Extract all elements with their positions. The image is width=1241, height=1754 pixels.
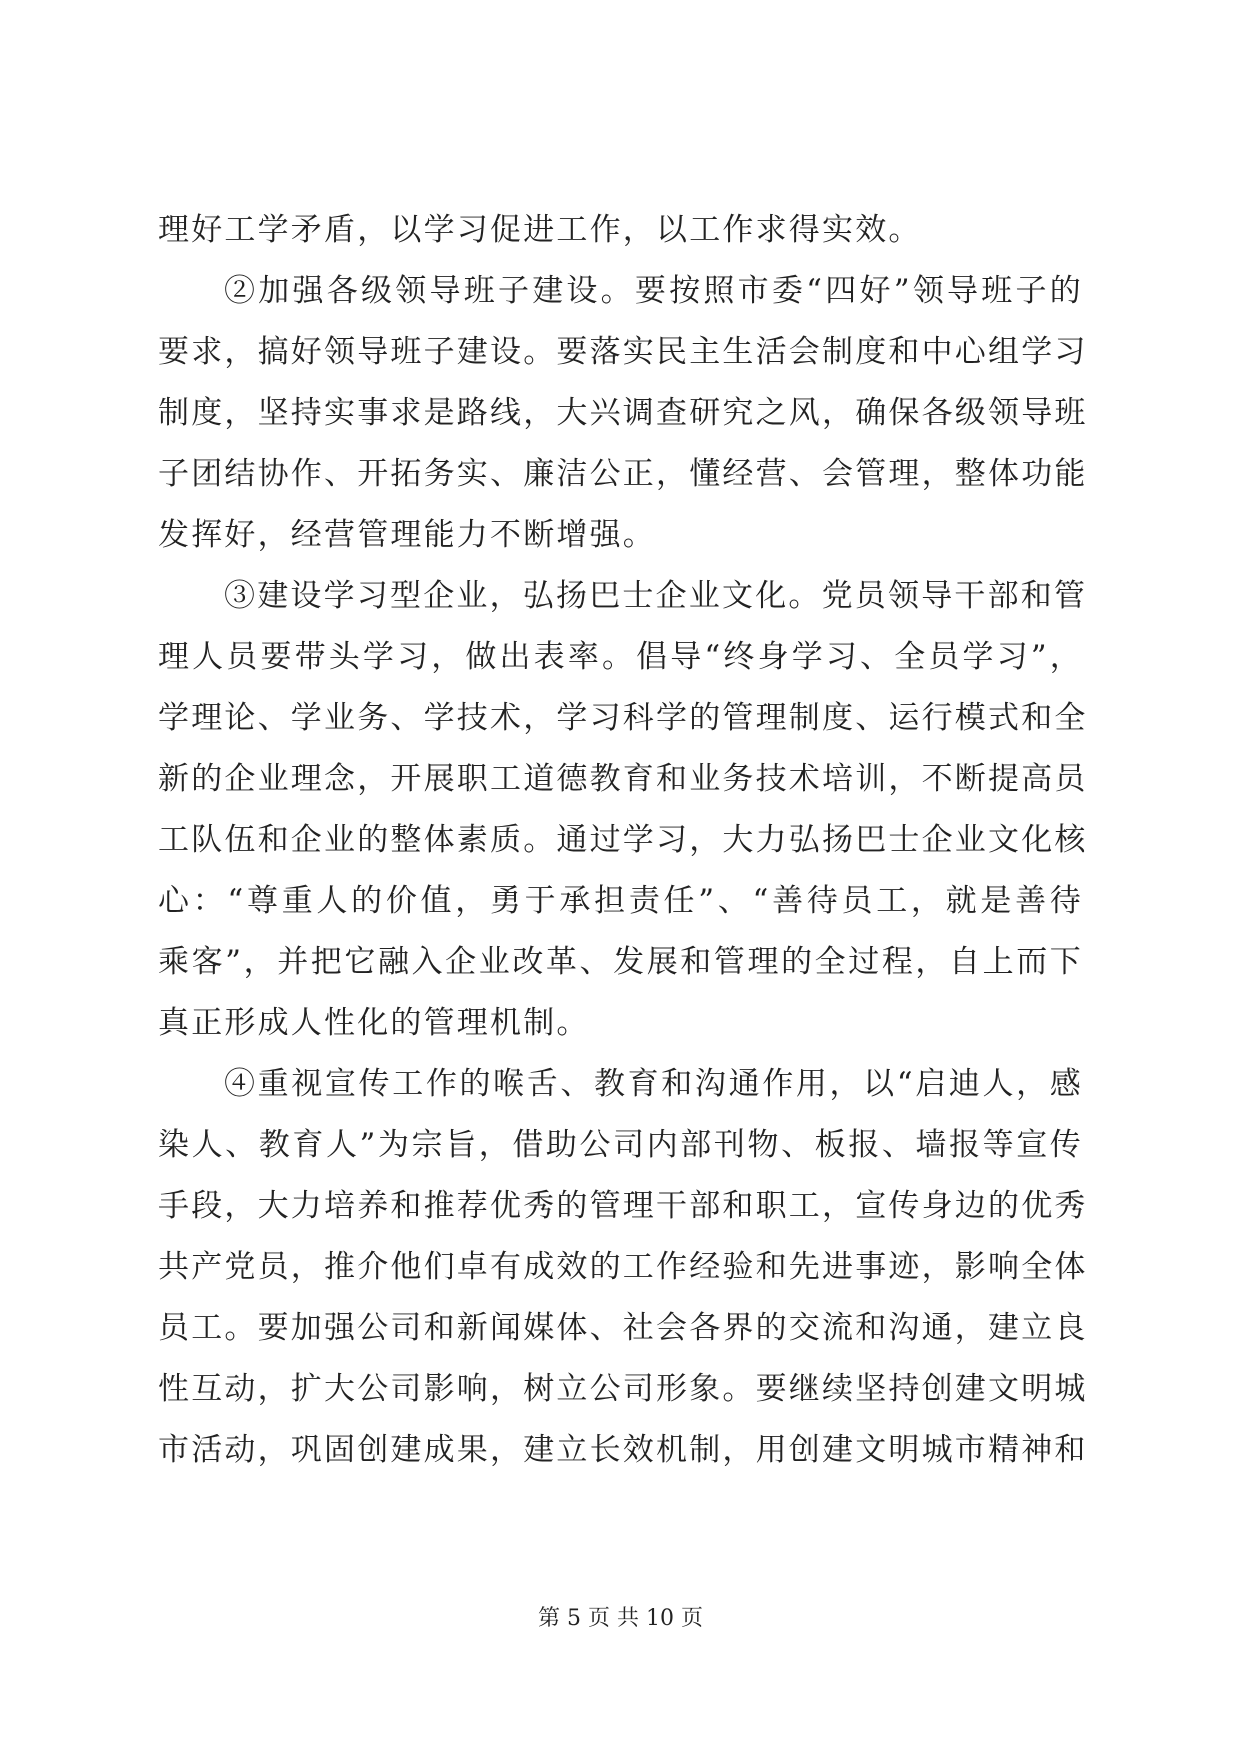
text-line: 心：“尊重人的价值，勇于承担责任”、“善待员工，就是善待: [158, 883, 1083, 919]
text-line: 性互动，扩大公司影响，树立公司形象。要继续坚持创建文明城: [158, 1371, 1088, 1407]
text-line: 共产党员，推介他们卓有成效的工作经验和先进事迹，影响全体: [158, 1249, 1088, 1285]
text-line: 制度，坚持实事求是路线，大兴调查研究之风，确保各级领导班: [158, 395, 1088, 431]
paragraph-publicity-work: [158, 1054, 1088, 1481]
paragraph-learning-enterprise: [158, 566, 1088, 1054]
text-line: 员工。要加强公司和新闻媒体、社会各界的交流和沟通，建立良: [158, 1310, 1088, 1346]
text-line: 子团结协作、开拓务实、廉洁公正，懂经营、会管理，整体功能: [158, 456, 1088, 492]
text-line: ④重视宣传工作的喉舌、教育和沟通作用，以“启迪人，感: [224, 1066, 1083, 1102]
text-line: 理好工学矛盾，以学习促进工作，以工作求得实效。: [158, 212, 922, 248]
text-line: 学理论、学业务、学技术，学习科学的管理制度、运行模式和全: [158, 700, 1088, 736]
page-number-label: 第 5 页 共 10 页: [538, 1606, 703, 1631]
text-line: 手段，大力培养和推荐优秀的管理干部和职工，宣传身边的优秀: [158, 1188, 1088, 1224]
text-line: 市活动，巩固创建成果，建立长效机制，用创建文明城市精神和: [158, 1432, 1088, 1468]
text-line: 工队伍和企业的整体素质。通过学习，大力弘扬巴士企业文化核: [158, 822, 1088, 858]
page-footer: [0, 1604, 1241, 1634]
text-line: 真正形成人性化的管理机制。: [158, 1005, 590, 1041]
text-line: 新的企业理念，开展职工道德教育和业务技术培训，不断提高员: [158, 761, 1088, 797]
text-line: 理人员要带头学习，做出表率。倡导“终身学习、全员学习”，: [158, 639, 1083, 675]
text-line: 要求，搞好领导班子建设。要落实民主生活会制度和中心组学习: [158, 334, 1088, 370]
document-body: [158, 200, 1088, 1481]
text-line: 乘客”，并把它融入企业改革、发展和管理的全过程，自上而下: [158, 944, 1083, 980]
paragraph-continuation: [158, 200, 1083, 261]
paragraph-leadership-teams: [158, 261, 1088, 566]
text-line: 发挥好，经营管理能力不断增强。: [158, 517, 656, 553]
text-line: ③建设学习型企业，弘扬巴士企业文化。党员领导干部和管: [224, 578, 1088, 614]
text-line: ②加强各级领导班子建设。要按照市委“四好”领导班子的: [224, 273, 1083, 309]
text-line: 染人、教育人”为宗旨，借助公司内部刊物、板报、墙报等宣传: [158, 1127, 1083, 1163]
